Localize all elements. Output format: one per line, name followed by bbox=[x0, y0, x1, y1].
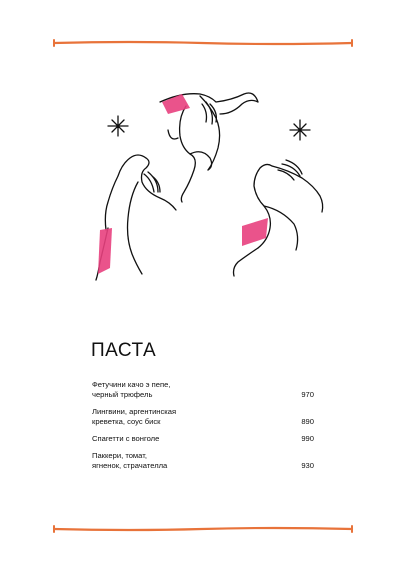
bottom-border-line bbox=[52, 524, 354, 534]
section-title: ПАСТА bbox=[91, 340, 157, 361]
menu-item-name bbox=[92, 407, 242, 427]
dancer-figure-right bbox=[234, 160, 323, 276]
menu-item bbox=[92, 380, 314, 400]
menu-item bbox=[92, 407, 314, 427]
menu-item-name-line: черный трюфель bbox=[92, 390, 153, 399]
menu-item-name-line: Фетучини качо э пепе, bbox=[92, 380, 171, 389]
menu-item bbox=[92, 451, 314, 471]
menu-item-name bbox=[92, 434, 242, 444]
top-border-line bbox=[52, 38, 354, 48]
sparkle-icon bbox=[108, 116, 128, 136]
menu-item bbox=[92, 434, 314, 444]
menu-item-price: 890 bbox=[301, 417, 314, 426]
sparkle-icon bbox=[290, 120, 310, 140]
menu-item-name-line: Паккери, томат, bbox=[92, 451, 147, 460]
menu-list bbox=[92, 380, 314, 471]
menu-item-price: 930 bbox=[301, 461, 314, 470]
menu-item-name-line: Спагетти с вонголе bbox=[92, 434, 160, 443]
menu-item-name-line: ягненок, страчателла bbox=[92, 461, 168, 470]
menu-item-name-line: креветка, соус биск bbox=[92, 417, 161, 426]
menu-item-price: 990 bbox=[301, 434, 314, 443]
menu-item-price: 970 bbox=[301, 390, 314, 399]
menu-item-name-line: Лингвини, аргентинская bbox=[92, 407, 177, 416]
menu-item-name bbox=[92, 451, 242, 471]
dancers-illustration bbox=[82, 78, 342, 298]
menu-item-name bbox=[92, 380, 242, 400]
